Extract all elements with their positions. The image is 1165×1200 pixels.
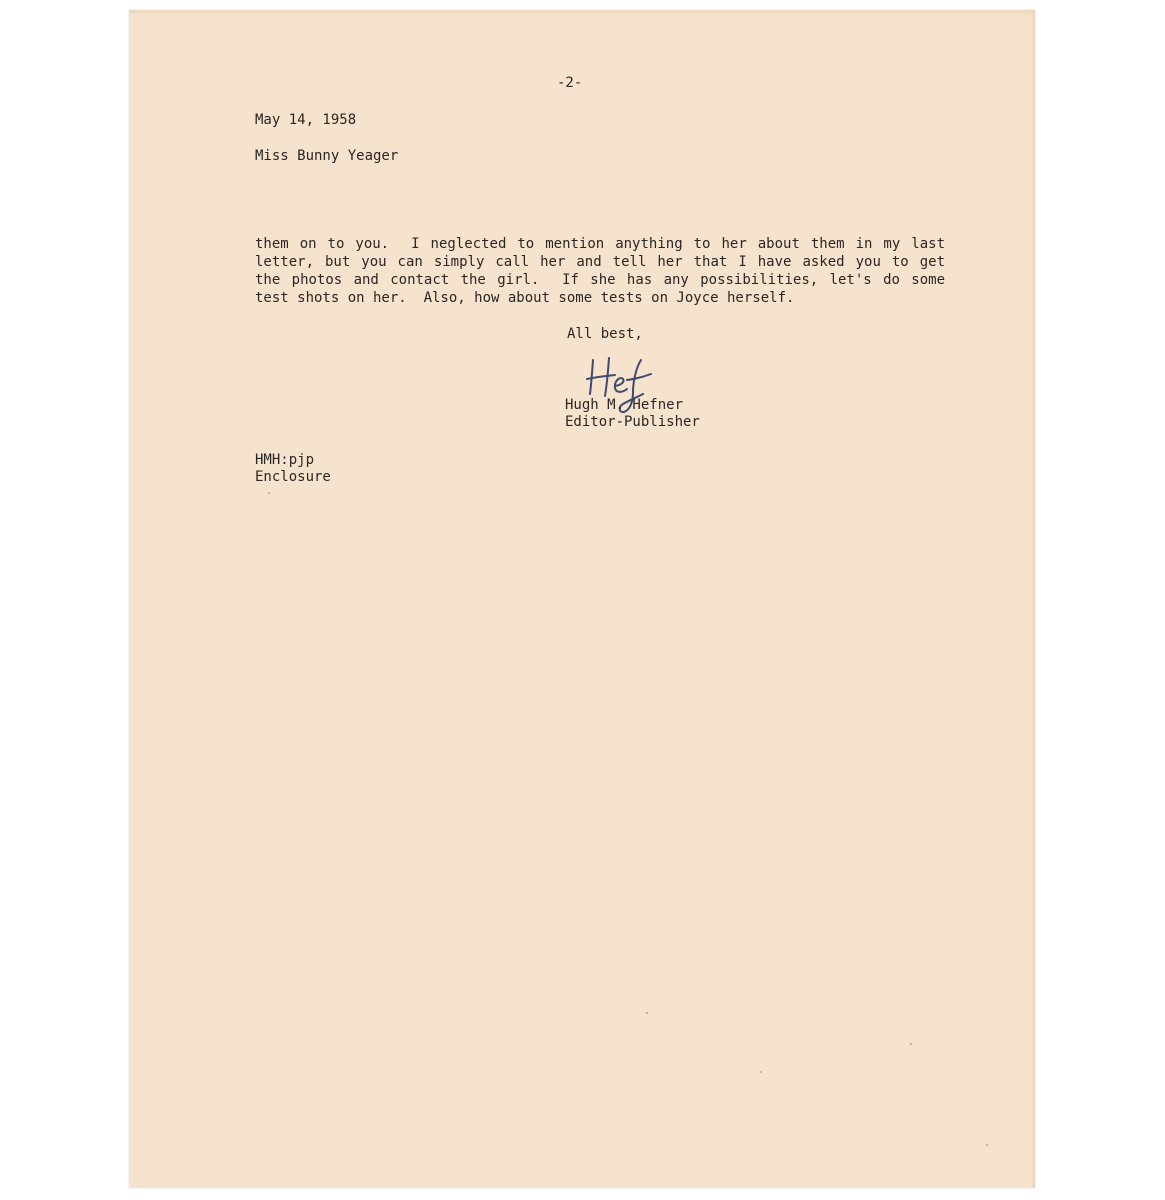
recipient-name: Miss Bunny Yeager (255, 148, 399, 164)
body-line: test shots on her. Also, how about some tests on Joyce herself. (255, 290, 795, 306)
paper-top-edge (129, 10, 1035, 16)
paper-speck (646, 1012, 648, 1014)
letter-date: May 14, 1958 (255, 112, 357, 128)
body-line: them on to you. I neglected to mention anything to her about them in my last (255, 236, 945, 252)
signer-name: Hugh M. Hefner (565, 397, 684, 413)
enclosure-note: Enclosure (255, 469, 331, 485)
body-line: letter, but you can simply call her and tell her that I have asked you to get (255, 254, 945, 270)
reference-initials: HMH:pjp (255, 452, 315, 468)
body-line: the photos and contact the girl. If she has any possibilities, let's do some (255, 272, 945, 288)
signer-title: Editor-Publisher (565, 414, 700, 430)
paper-speck (268, 492, 270, 494)
letter-page (129, 10, 1035, 1188)
closing-line: All best, (567, 326, 643, 342)
paper-speck (760, 1071, 762, 1073)
paper-speck (910, 1043, 912, 1045)
paper-speck (986, 1144, 988, 1146)
page-number: -2- (557, 75, 583, 91)
paper-right-edge (1031, 10, 1035, 1188)
